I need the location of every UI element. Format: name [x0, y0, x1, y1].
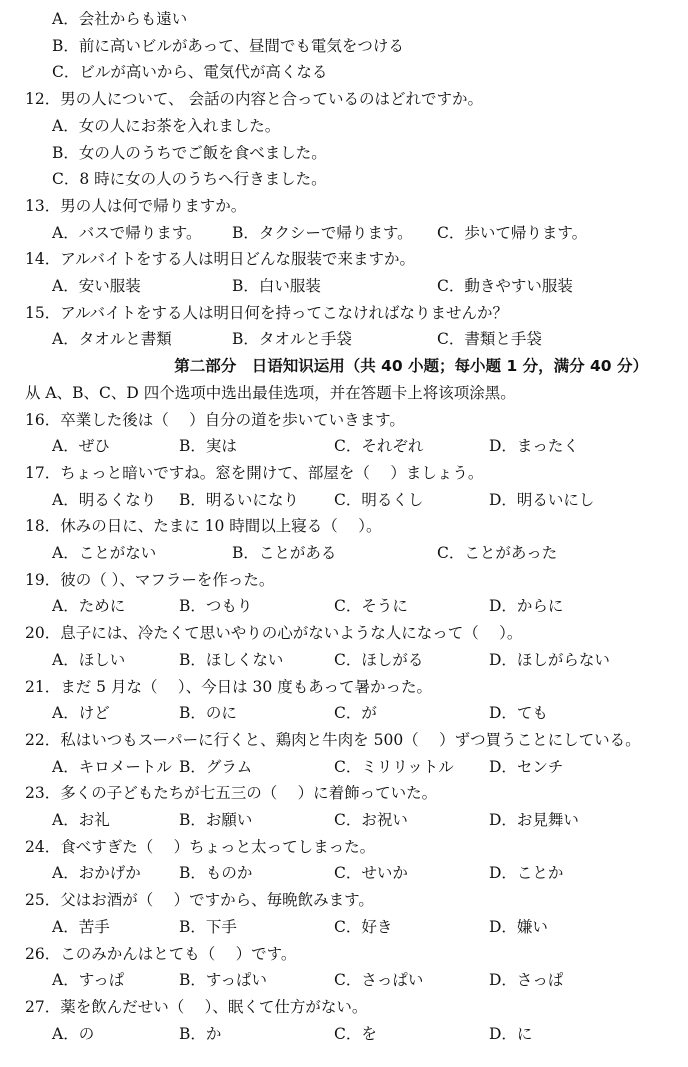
answer-option: A．バスで帰ります。 [52, 223, 202, 242]
option-row [0, 807, 688, 834]
answer-option: D．嫌い [489, 917, 548, 936]
answer-option: D．ほしがらない [489, 650, 610, 669]
answer-option: A．お礼 [52, 811, 110, 829]
instructions-text: 从 A、B、C、D 四个选项中选出最佳选项，并在答题卡上将该项涂黑。 [25, 383, 516, 402]
option-row [0, 860, 688, 887]
answer-option: C．が [334, 704, 377, 723]
answer-option: C．せいか [334, 864, 408, 883]
answer-option: C．好き [334, 917, 393, 936]
answer-option: D．さっぱ [489, 971, 564, 990]
question-text: 21．まだ 5 月な（ ）、今日は 30 度もあって暑かった。 [25, 677, 433, 696]
question-text: 16．卒業した後は（ ）自分の道を歩いていきます。 [25, 410, 405, 429]
answer-option: C．さっぱい [334, 971, 424, 990]
question-text: 27．薬を飲んだせい（ ）、眠くて仕方がない。 [25, 997, 368, 1016]
answer-option: D．センチ [489, 757, 564, 776]
answer-option: B．グラム [179, 757, 253, 776]
question-text: 14．アルバイトをする人は明日どんな服装で来ますか。 [25, 250, 416, 269]
answer-option: A．すっぱ [52, 971, 125, 990]
answer-option: B．ものか [179, 864, 253, 883]
answer-option: C．ビルが高いから、電気代が高くなる [52, 63, 328, 82]
answer-option: B．タクシーで帰ります。 [232, 223, 413, 242]
answer-option: B．下手 [179, 917, 237, 936]
answer-option: A．タオルと書類 [52, 330, 172, 349]
answer-option: A．ことがない [52, 544, 157, 562]
answer-option: C．を [334, 1024, 377, 1043]
question-text: 18．休みの日に、たまに 10 時間以上寝る（ ）。 [25, 517, 382, 536]
answer-option: A．ために [52, 597, 126, 616]
answer-option: A．キロメートル [52, 757, 172, 776]
option-row [0, 700, 688, 727]
answer-option: D．ことか [489, 864, 564, 883]
answer-option: B．お願い [179, 811, 253, 829]
answer-option: A．明るくなり [52, 490, 157, 509]
answer-option: B．白い服装 [232, 277, 321, 295]
answer-option: B．すっぱい [179, 971, 267, 990]
answer-option: C．そうに [334, 597, 408, 616]
question-text: 22．私はいつもスーパーに行くと、鶏肉と牛肉を 500（ ）ずつ買うことにしている。 [25, 730, 641, 749]
answer-option: B．ほしくない [179, 650, 284, 669]
answer-option: B．つもり [179, 597, 253, 616]
option-row [0, 647, 688, 674]
option-row [0, 754, 688, 781]
answer-option: D．まったく [489, 437, 579, 456]
answer-option: B．実は [179, 437, 237, 456]
answer-option: B．前に高いビルがあって、昼間でも電気をつける [52, 36, 404, 55]
question-text: 20．息子には、冷たくて思いやりの心がないような人になって（ ）。 [25, 624, 523, 643]
answer-option: C．ミリリットル [334, 757, 454, 776]
question-text: 15．アルバイトをする人は明日何を持ってこなければなりませんか？ [25, 303, 509, 322]
answer-option: C．それぞれ [334, 437, 424, 456]
answer-option: D．ても [489, 704, 548, 723]
answer-option: C．書類と手袋 [437, 330, 542, 349]
answer-option: C．8 時に女の人のうちへ行きました。 [52, 170, 327, 189]
answer-option: B．のに [179, 704, 237, 723]
answer-option: D．からに [489, 597, 564, 616]
answer-option: B．明るいになり [179, 490, 299, 509]
answer-option: A．ぜひ [52, 437, 110, 456]
answer-option: A．女の人にお茶を入れました。 [52, 116, 281, 135]
answer-option: C．動きやすい服装 [437, 277, 573, 295]
answer-option: A．会社からも遠い [52, 10, 188, 28]
question-text: 23．多くの子どもたちが七五三の（ ）に着飾っていた。 [25, 784, 438, 803]
answer-option: A．けど [52, 704, 110, 723]
option-row [0, 487, 688, 514]
question-text: 24．食べすぎた（ ）ちょっと太ってしまった。 [25, 837, 376, 856]
answer-option: B．女の人のうちでご飯を食べました。 [52, 143, 327, 162]
section-heading: 第二部分 日语知识运用（共 40 小题；每小题 1 分，满分 40 分） [174, 357, 648, 376]
answer-option: C．ことがあった [437, 544, 558, 562]
option-row [0, 540, 688, 567]
question-text: 17．ちょっと暗いですね。窓を開けて、部屋を（ ）ましょう。 [25, 463, 484, 482]
answer-option: D．お見舞い [489, 811, 579, 829]
question-text: 12．男の人について、 会話の内容と合っているのはどれですか。 [25, 90, 484, 109]
question-text: 13．男の人は何で帰りますか。 [25, 196, 247, 215]
option-row [0, 273, 688, 300]
answer-option: C．ほしがる [334, 650, 424, 669]
question-text: 26．このみかんはとても（ ）です。 [25, 944, 297, 963]
option-row [0, 220, 688, 247]
answer-option: A．安い服装 [52, 277, 141, 295]
answer-option: D．に [489, 1024, 533, 1043]
answer-option: C．歩いて帰ります。 [437, 223, 588, 242]
answer-option: C．明るくし [334, 490, 424, 509]
answer-option: A．ほしい [52, 650, 126, 669]
answer-option: A．苦手 [52, 917, 110, 936]
option-row [0, 326, 688, 353]
answer-option: A．の [52, 1024, 95, 1043]
question-text: 19．彼の（ ）、マフラーを作った。 [25, 570, 275, 589]
answer-option: B．ことがある [232, 544, 337, 562]
answer-option: A．おかげか [52, 864, 141, 883]
option-row [0, 914, 688, 941]
answer-option: B．タオルと手袋 [232, 330, 352, 349]
option-row [0, 967, 688, 994]
answer-option: B．か [179, 1024, 222, 1043]
option-row [0, 593, 688, 620]
answer-option: D．明るいにし [489, 490, 595, 509]
answer-option: C．お祝い [334, 811, 408, 829]
option-row [0, 433, 688, 460]
option-row [0, 1021, 688, 1048]
question-text: 25．父はお酒が（ ）ですから、毎晩飲みます。 [25, 891, 374, 910]
